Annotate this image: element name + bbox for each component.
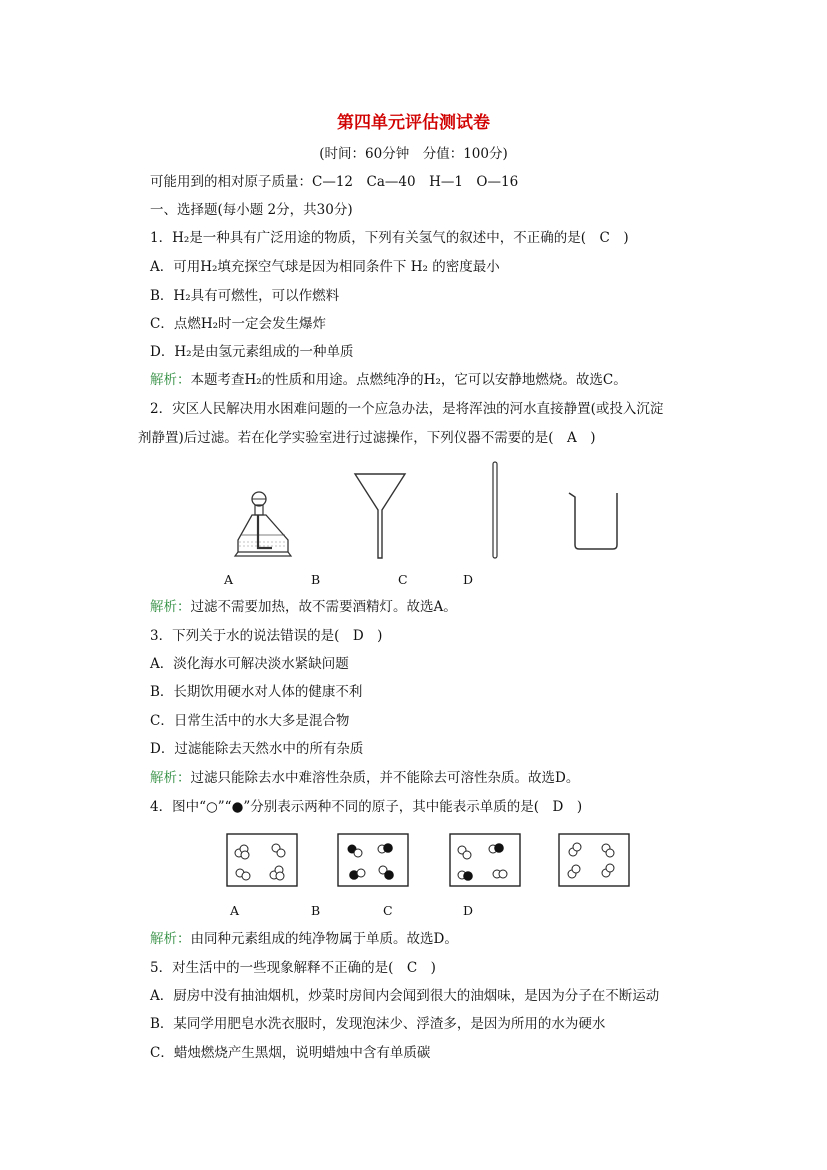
explanation-text: 过滤只能除去水中难溶性杂质，并不能除去可溶性杂质。故选D。 (190, 770, 580, 786)
question-3-option-c: C．日常生活中的水大多是混合物 (150, 713, 350, 729)
explanation-label: 解析： (150, 599, 191, 615)
particle-box-b (337, 833, 409, 887)
explanation-label: 解析： (150, 372, 191, 388)
question-1-explanation (150, 370, 627, 390)
exam-info: (时间：60分钟 分值：100分) (319, 146, 508, 162)
beaker-figure (565, 487, 625, 553)
explanation-label: 解析： (150, 770, 191, 786)
atomic-mass-line: 可能用到的相对原子质量：C—12 Ca—40 H—1 O—16 (150, 174, 519, 190)
question-1-stem: 1．H₂是一种具有广泛用途的物质，下列有关氢气的叙述中，不正确的是( C ) (150, 230, 629, 246)
question-3-stem: 3．下列关于水的说法错误的是( D ) (150, 628, 383, 644)
particle-box-c (449, 833, 521, 887)
question-1-option-b: B．H₂具有可燃性，可以作燃料 (150, 288, 340, 304)
question-5-option-c: C．蜡烛燃烧产生黑烟，说明蜡烛中含有单质碳 (150, 1045, 431, 1061)
question-5-stem: 5．对生活中的一些现象解释不正确的是( C ) (150, 960, 436, 976)
alcohol-lamp-figure (228, 490, 298, 562)
section-heading: 一、选择题(每小题 2分，共30分) (150, 202, 353, 218)
explanation-text: 过滤不需要加热，故不需要酒精灯。故选A。 (190, 599, 457, 615)
funnel-figure (350, 470, 410, 562)
question-4-stem: 4．图中“○”“●”分别表示两种不同的原子，其中能表示单质的是( D ) (150, 799, 583, 815)
question-1-option-c: C．点燃H₂时一定会发生爆炸 (150, 316, 327, 332)
particle-box-a (226, 833, 298, 887)
figure-label-d: D (463, 903, 474, 918)
question-3-option-a: A．淡化海水可解决淡水紧缺问题 (150, 656, 349, 672)
question-4-explanation (150, 929, 458, 949)
particle-box-d (558, 833, 630, 887)
question-3-option-b: B．长期饮用硬水对人体的健康不利 (150, 684, 363, 700)
figure-label-b: B (311, 572, 321, 587)
explanation-label: 解析： (150, 931, 191, 947)
figure-label-a: A (224, 572, 234, 587)
figure-label-c: C (398, 572, 408, 587)
question-5-option-a: A．厨房中没有抽油烟机，炒菜时房间内会闻到很大的油烟味，是因为分子在不断运动 (150, 988, 660, 1004)
question-2-stem-line-1: 2．灾区人民解决用水困难问题的一个应急办法，是将浑浊的河水直接静置(或投入沉淀 (150, 401, 664, 417)
question-3-explanation (150, 768, 579, 788)
explanation-text: 由同种元素组成的纯净物属于单质。故选D。 (190, 931, 458, 947)
question-2-stem-line-2: 剂静置)后过滤。若在化学实验室进行过滤操作，下列仪器不需要的是( A ) (138, 430, 596, 446)
explanation-text: 本题考查H₂的性质和用途。点燃纯净的H₂，它可以安静地燃烧。故选C。 (190, 372, 627, 388)
question-5-option-b: B．某同学用肥皂水洗衣服时，发现泡沫少、浮渣多，是因为所用的水为硬水 (150, 1016, 606, 1032)
glass-rod-figure (489, 460, 501, 560)
question-1-option-a: A．可用H₂填充探空气球是因为相同条件下 H₂ 的密度最小 (150, 259, 500, 275)
question-3-option-d: D．过滤能除去天然水中的所有杂质 (150, 741, 364, 757)
question-1-option-d: D．H₂是由氢元素组成的一种单质 (150, 344, 354, 360)
question-2-explanation (150, 597, 457, 617)
page-title: 第四单元评估测试卷 (337, 113, 490, 133)
figure-label-d: D (463, 572, 474, 587)
figure-label-b: B (311, 903, 321, 918)
figure-label-c: C (383, 903, 393, 918)
figure-label-a: A (230, 903, 240, 918)
